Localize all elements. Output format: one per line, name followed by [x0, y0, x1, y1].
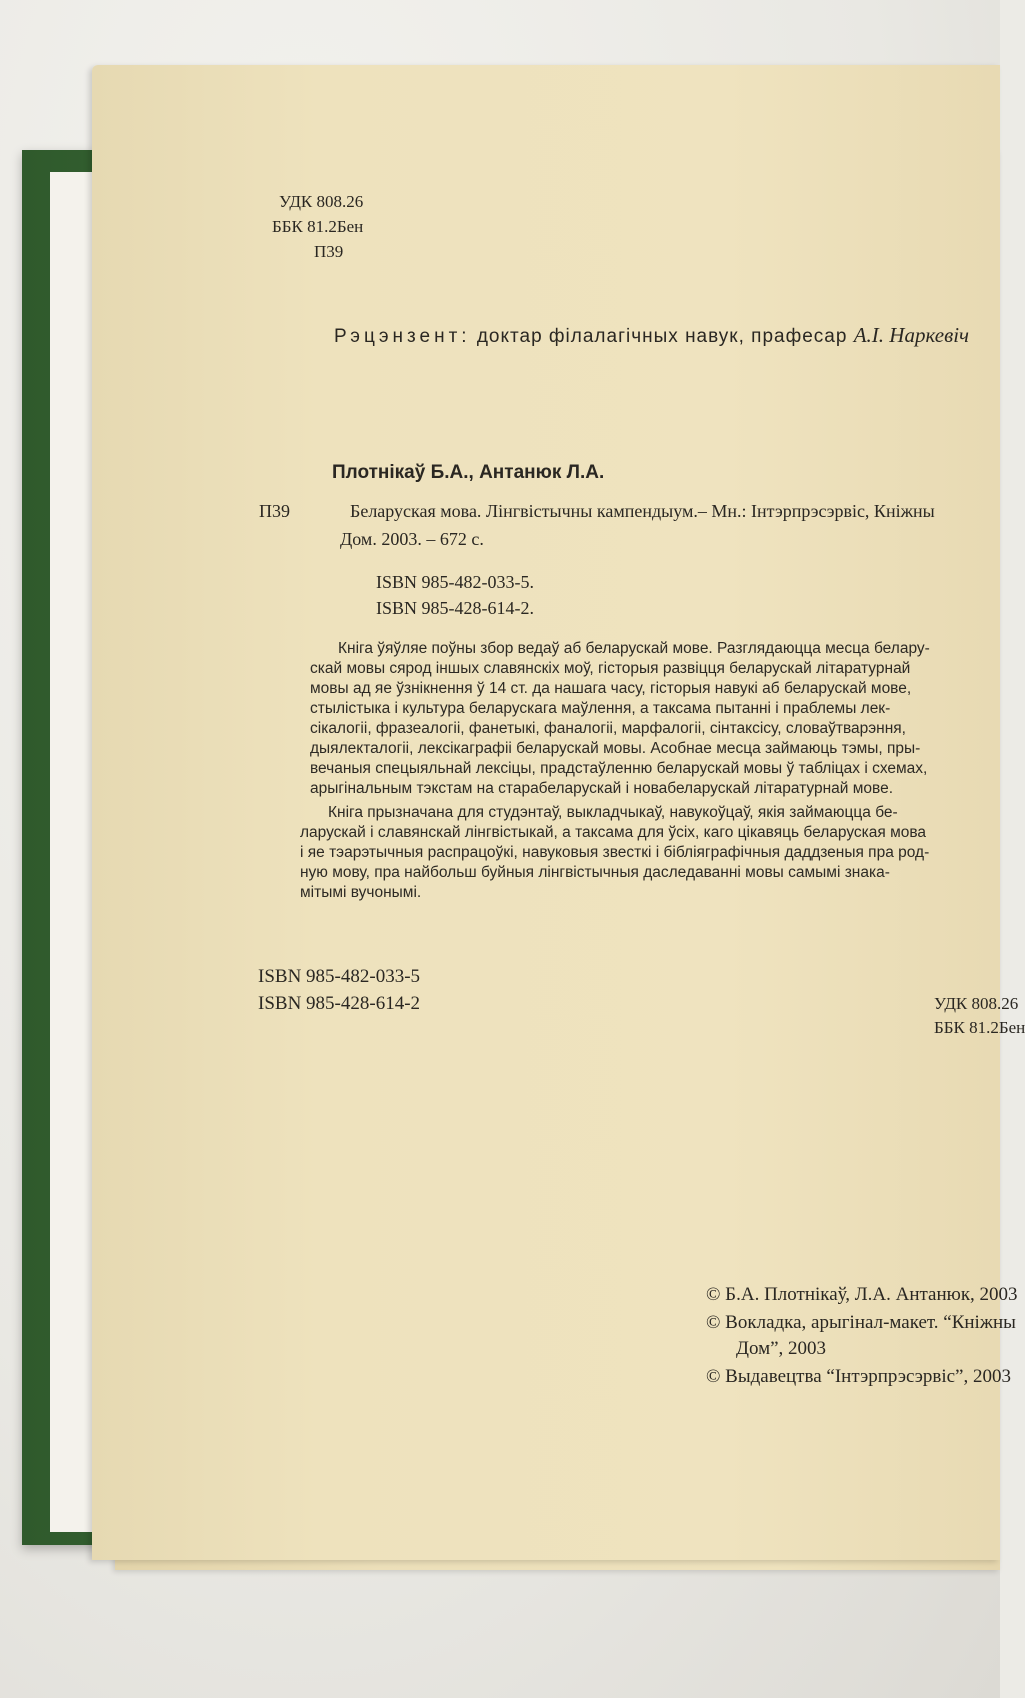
bibliography-code: П39 [259, 501, 290, 521]
footer-udk: УДК 808.26 [934, 994, 1019, 1013]
annotation-line: Кніга ўяўляе поўны збор ведаў аб беларускай мове. Разглядаюцца месца белару- [338, 640, 930, 657]
annotation-line: Кніга прызначана для студэнтаў, выкладчыкаў, навукоўцаў, якія займаюцца бе- [328, 804, 898, 821]
bibliography-isbn-1: ISBN 985-482-033-5. [376, 572, 534, 592]
reviewer-line [334, 325, 969, 346]
annotation-line: дыялекталогіі, лексікаграфіі беларускай мовы. Асобнае месца займаюць тэмы, пры- [310, 740, 921, 757]
annotation-line: сікалогіі, фразеалогіі, фанетыкі, фаналогіі, марфалогіі, сінтаксісу, словаўтварэння, [310, 720, 906, 737]
bibliography-title-line1: Беларуская мова. Лінгвістычны кампендыум.– Мн.: Інтэрпрэсэрвіс, Кніжны [350, 501, 935, 521]
udk-code: УДК 808.26 [279, 192, 364, 211]
footer-bbk: ББК 81.2Бен [934, 1018, 1025, 1037]
title-verso-page [92, 65, 1025, 1560]
authors-heading: Плотнікаў Б.А., Антанюк Л.А. [332, 462, 605, 483]
annotation-line: і яе тэарэтычныя распрацоўкі, навуковыя звесткі і бібліяграфічныя даддзеныя пра род- [300, 844, 930, 861]
annotation-paragraph-2 [300, 803, 1000, 903]
copyright-cover: © Вокладка, арыгінал-макет. “Кніжны [706, 1312, 1016, 1333]
footer-isbn-1: ISBN 985-482-033-5 [258, 966, 421, 987]
annotation-line: мовы ад яе ўзнікнення ў 14 ст. да нашага часу, гісторыя навукі аб беларускай мове, [310, 680, 912, 697]
annotation-paragraph-1 [310, 639, 1000, 799]
annotation-line: ную мову, пра найбольш буйныя лінгвістычныя даследаванні мовы самымі знака- [300, 864, 890, 881]
footer-isbn-2: ISBN 985-428-614-2 [258, 993, 421, 1014]
annotation-line: мітымі вучонымі. [300, 884, 422, 901]
reviewer-name: А.І. Наркевіч [853, 323, 970, 347]
bbk-code: ББК 81.2Бен [272, 217, 364, 236]
copyright-publisher: © Выдавецтва “Інтэрпрэсэрвіс”, 2003 [706, 1366, 1011, 1387]
copyright-authors: © Б.А. Плотнікаў, Л.А. Антанюк, 2003 [706, 1284, 1018, 1305]
bibliography-isbn-2: ISBN 985-428-614-2. [376, 598, 534, 618]
annotation-line: стылістыка і культура беларускага маўлення, а таксама пытанні і праблемы лек- [310, 700, 891, 717]
reviewer-label: Рэцэнзент: [334, 326, 471, 347]
reviewer-text: доктар філалагічных навук, прафесар [476, 326, 848, 347]
annotation-line: вечаныя спецыяльнай лексіцы, прадстаўленню беларускай мовы ў табліцах і схемах, [310, 760, 928, 777]
copyright-cover-cont: Дом”, 2003 [736, 1338, 827, 1359]
annotation-line: скай мовы сярод іншых славянскіх моў, гісторыя развіцця беларускай літаратурнай [310, 660, 911, 677]
annotation-line: арыгінальным тэкстам на старабеларускай і новабеларускай літаратурнай мове. [310, 780, 894, 797]
author-sign-code: П39 [314, 242, 344, 261]
bibliography-title-line2: Дом. 2003. – 672 с. [340, 529, 484, 549]
annotation-line: ларускай і славянскай лінгвістыкай, а таксама для ўсіх, каго цікавяць беларуская мова [300, 824, 927, 841]
